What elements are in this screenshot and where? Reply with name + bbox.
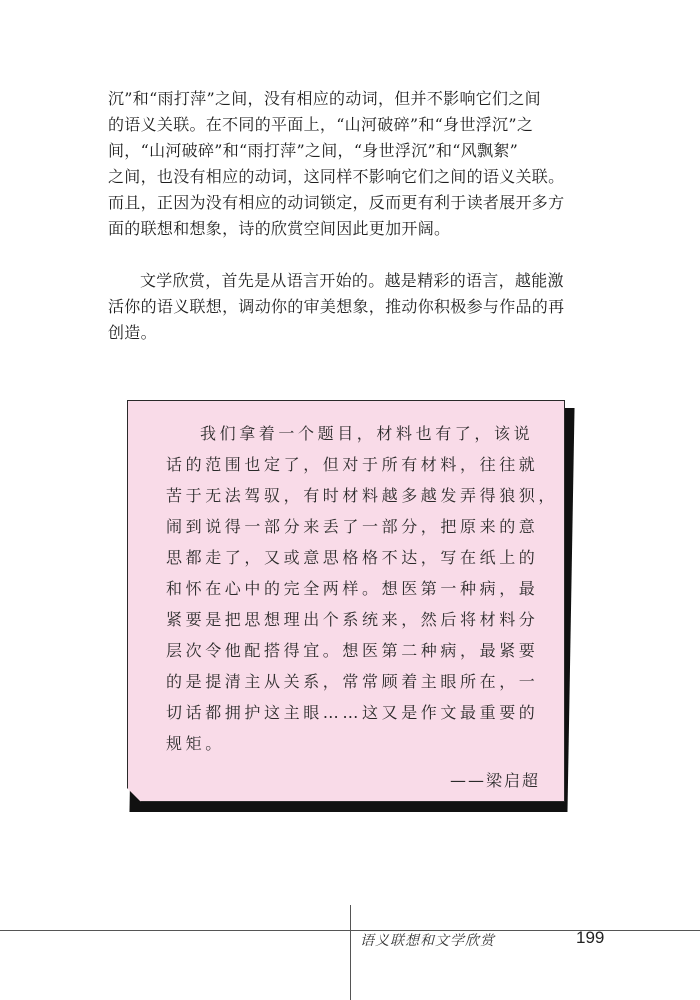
quote-line: 苦于无法驾驭，有时材料越多越发弄得狼狈，: [166, 486, 559, 505]
quote-line: 规矩。: [166, 734, 225, 753]
quote-text: [166, 418, 559, 759]
text-line: 的语义关联。在不同的平面上，“山河破碎”和“身世浮沉”之: [108, 115, 534, 134]
footer-vertical-divider: [350, 905, 351, 1000]
quote-line: 我们拿着一个题目，材料也有了，该说: [200, 424, 534, 443]
quote-line: 闹到说得一部分来丢了一部分，把原来的意: [166, 517, 539, 536]
footer-section-title: 语义联想和文学欣赏: [360, 933, 495, 949]
text-line: 而且，正因为没有相应的动词锁定，反而更有利于读者展开多方: [108, 193, 565, 212]
text-line: 文学欣赏，首先是从语言开始的。越是精彩的语言，越能激: [140, 271, 564, 290]
quote-line: 切话都拥护这主眼……这又是作文最重要的: [166, 703, 539, 722]
text-line: 活你的语义联想，调动你的审美想象，推动你积极参与作品的再: [108, 297, 565, 316]
quote-line: 思都走了，又或意思格格不达，写在纸上的: [166, 548, 539, 567]
text-line: 之间，也没有相应的动词，这同样不影响它们之间的语义关联。: [108, 167, 565, 186]
quote-line: 层次令他配搭得宜。想医第二种病，最紧要: [166, 641, 539, 660]
quote-author: ——梁启超: [449, 771, 540, 790]
text-line: 创造。: [108, 323, 157, 342]
text-line: 面的联想和想象，诗的欣赏空间因此更加开阔。: [108, 219, 451, 238]
quote-line: 紧要是把思想理出个系统来，然后将材料分: [166, 610, 539, 629]
text-line: 间，“山河破碎”和“雨打萍”之间，“身世浮沉”和“风飘絮”: [108, 141, 519, 160]
body-paragraph-2: [108, 268, 590, 346]
quote-line: 的是提清主从关系，常常顾着主眼所在，一: [166, 672, 539, 691]
quote-line: 和怀在心中的完全两样。想医第一种病，最: [166, 579, 539, 598]
page-number: 199: [576, 928, 605, 947]
body-paragraph-1: [108, 86, 590, 242]
quote-line: 话的范围也定了，但对于所有材料，往往就: [166, 455, 539, 474]
text-line: 沉”和“雨打萍”之间，没有相应的动词，但并不影响它们之间: [108, 89, 541, 108]
